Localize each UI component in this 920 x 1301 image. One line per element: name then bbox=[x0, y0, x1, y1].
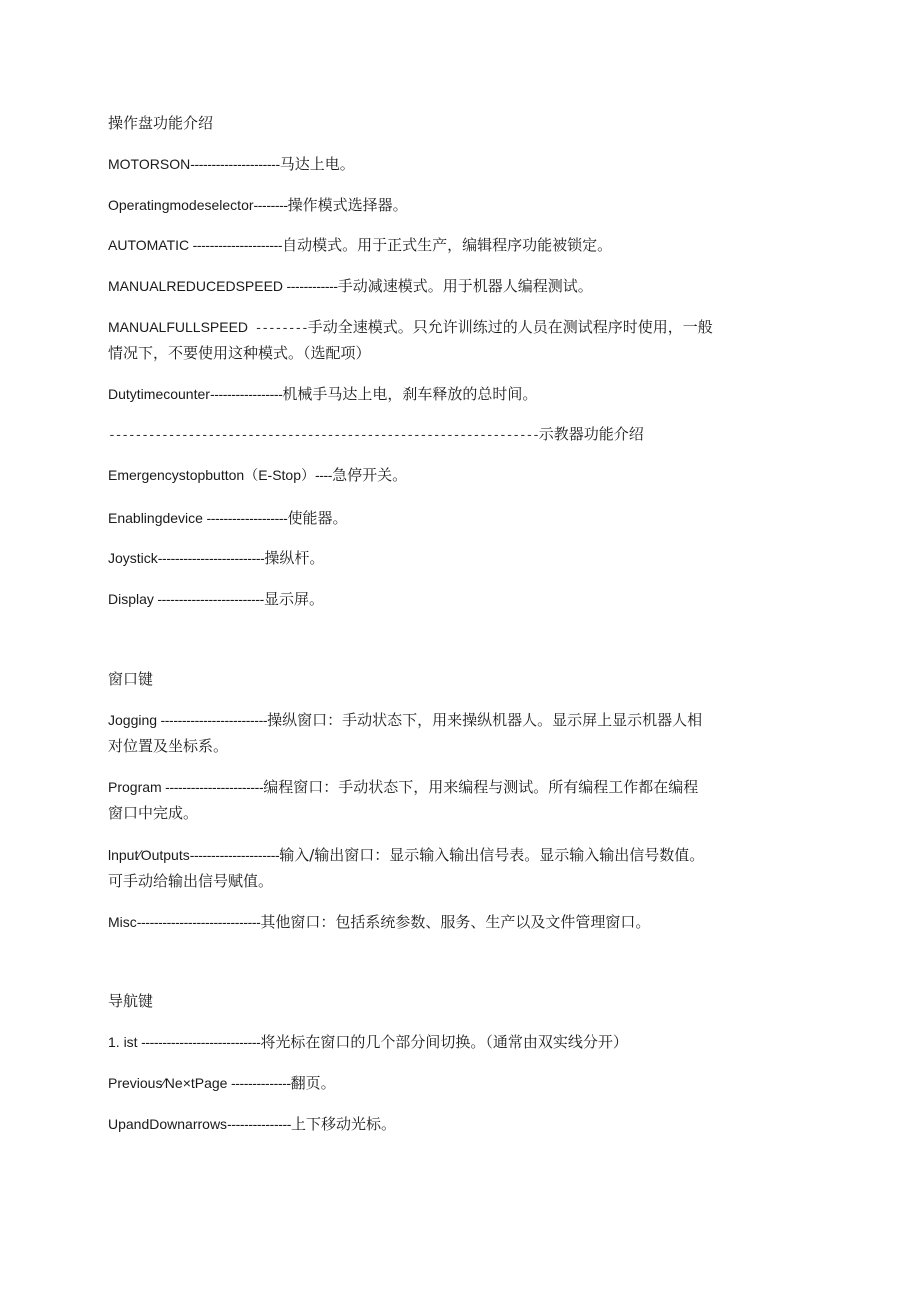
entry-term: Operatingmodeselector bbox=[108, 197, 254, 213]
entry-separator: ----------------------------- bbox=[136, 914, 261, 930]
entry-term: MANUALFULLSPEED bbox=[108, 319, 249, 335]
entry-term: Program bbox=[108, 779, 162, 795]
entry-operating-mode-selector bbox=[108, 192, 408, 219]
entry-separator: --------------- bbox=[227, 1116, 291, 1132]
entry-description: 编程窗口：手动状态下，用来编程与测试。所有编程工作都在编程 bbox=[263, 778, 699, 796]
entry-separator: ------------------- bbox=[202, 510, 288, 526]
entry-jogging bbox=[108, 707, 702, 734]
entry-previous-next-page bbox=[108, 1070, 336, 1097]
entry-duty-time-counter bbox=[108, 381, 537, 408]
entry-input-outputs bbox=[108, 842, 704, 869]
entry-description: 其他窗口：包括系统参数、服务、生产以及文件管理窗口。 bbox=[260, 913, 651, 931]
entry-input-outputs-continuation: 可手动给输出信号赋值。 bbox=[108, 872, 274, 890]
entry-separator: ----------------- bbox=[209, 386, 283, 402]
entry-program bbox=[108, 774, 698, 801]
entry-misc bbox=[108, 909, 650, 936]
teach-pendant-divider bbox=[108, 421, 644, 449]
entry-description: 手动减速模式。用于机器人编程测试。 bbox=[337, 277, 593, 295]
entry-automatic bbox=[108, 232, 612, 259]
entry-term: AUTOMATIC bbox=[108, 237, 190, 253]
entry-description: 输入/输出窗口：显示输入输出信号表。显示输入输出信号数值。 bbox=[279, 846, 705, 864]
entry-term: Jogging bbox=[108, 712, 158, 728]
entry-separator: ---- bbox=[315, 467, 333, 483]
entry-description: 操纵杆。 bbox=[264, 549, 325, 567]
entry-term: Previous∕Ne×tPage bbox=[108, 1075, 228, 1091]
entry-enabling-device bbox=[108, 505, 347, 532]
divider-dashes: ----------------------------------------------------------------- bbox=[108, 428, 539, 443]
entry-separator: ------------------------- bbox=[157, 712, 268, 728]
entry-description: 翻页。 bbox=[290, 1074, 336, 1092]
entry-term: UpandDownarrows bbox=[108, 1116, 228, 1132]
entry-separator: -------------- bbox=[227, 1075, 291, 1091]
entry-manual-full-speed bbox=[108, 314, 713, 342]
window-keys-heading: 窗口键 bbox=[108, 670, 154, 688]
entry-description: 使能器。 bbox=[287, 509, 348, 527]
entry-separator: --------------------- bbox=[190, 156, 280, 172]
entry-joystick bbox=[108, 545, 324, 572]
entry-description: 操作模式选择器。 bbox=[287, 196, 408, 214]
entry-separator: -------- bbox=[248, 321, 308, 336]
entry-separator: ---------------------------- bbox=[137, 1034, 261, 1050]
panel-functions-heading: 操作盘功能介绍 bbox=[108, 114, 214, 132]
entry-term: Emergencystopbutton（E-Stop） bbox=[108, 467, 315, 483]
entry-manual-full-speed-continuation: 情况下，不要使用这种模式。（选配项） bbox=[108, 344, 371, 362]
entry-separator: ------------------------- bbox=[153, 591, 264, 607]
entry-motorson bbox=[108, 151, 355, 178]
entry-description: 手动全速模式。只允许训练过的人员在测试程序时使用，一般 bbox=[307, 318, 713, 336]
entry-term: Enablingdevice bbox=[108, 510, 203, 526]
entry-description: 机械手马达上电，刹车释放的总时间。 bbox=[282, 385, 538, 403]
entry-term: MANUALREDUCEDSPEED bbox=[108, 278, 284, 294]
entry-program-continuation: 窗口中完成。 bbox=[108, 804, 199, 822]
entry-separator: ------------------------- bbox=[157, 550, 265, 566]
entry-term: Misc bbox=[108, 914, 137, 930]
entry-description: 急停开关。 bbox=[332, 466, 408, 484]
entry-term: lnput∕Outputs bbox=[108, 847, 190, 863]
entry-separator: ----------------------- bbox=[161, 779, 264, 795]
entry-term: MOTORSON bbox=[108, 156, 191, 172]
entry-term: Display bbox=[108, 591, 154, 607]
entry-description: 自动模式。用于正式生产，编辑程序功能被锁定。 bbox=[282, 236, 613, 254]
document-page bbox=[108, 0, 808, 1301]
entry-display bbox=[108, 586, 324, 613]
entry-description: 马达上电。 bbox=[279, 155, 355, 173]
entry-separator: --------------------- bbox=[189, 237, 283, 253]
entry-description: 将光标在窗口的几个部分间切换。（通常由双实线分开） bbox=[260, 1033, 628, 1051]
entry-term: Joystick bbox=[108, 550, 158, 566]
entry-term: Dutytimecounter bbox=[108, 386, 210, 402]
entry-description: 上下移动光标。 bbox=[291, 1115, 397, 1133]
entry-jogging-continuation: 对位置及坐标系。 bbox=[108, 737, 229, 755]
entry-emergency-stop bbox=[108, 462, 407, 489]
entry-separator: --------------------- bbox=[189, 847, 280, 863]
entry-manual-reduced-speed bbox=[108, 273, 593, 300]
entry-separator: -------- bbox=[253, 197, 288, 213]
entry-separator: ------------ bbox=[283, 278, 338, 294]
entry-list bbox=[108, 1029, 628, 1056]
divider-title: 示教器功能介绍 bbox=[538, 425, 644, 443]
entry-description: 操纵窗口：手动状态下，用来操纵机器人。显示屏上显示机器人相 bbox=[267, 711, 703, 729]
entry-up-down-arrows bbox=[108, 1111, 396, 1138]
entry-description: 显示屏。 bbox=[263, 590, 324, 608]
entry-term: 1. ist bbox=[108, 1034, 138, 1050]
nav-keys-heading: 导航键 bbox=[108, 992, 154, 1010]
